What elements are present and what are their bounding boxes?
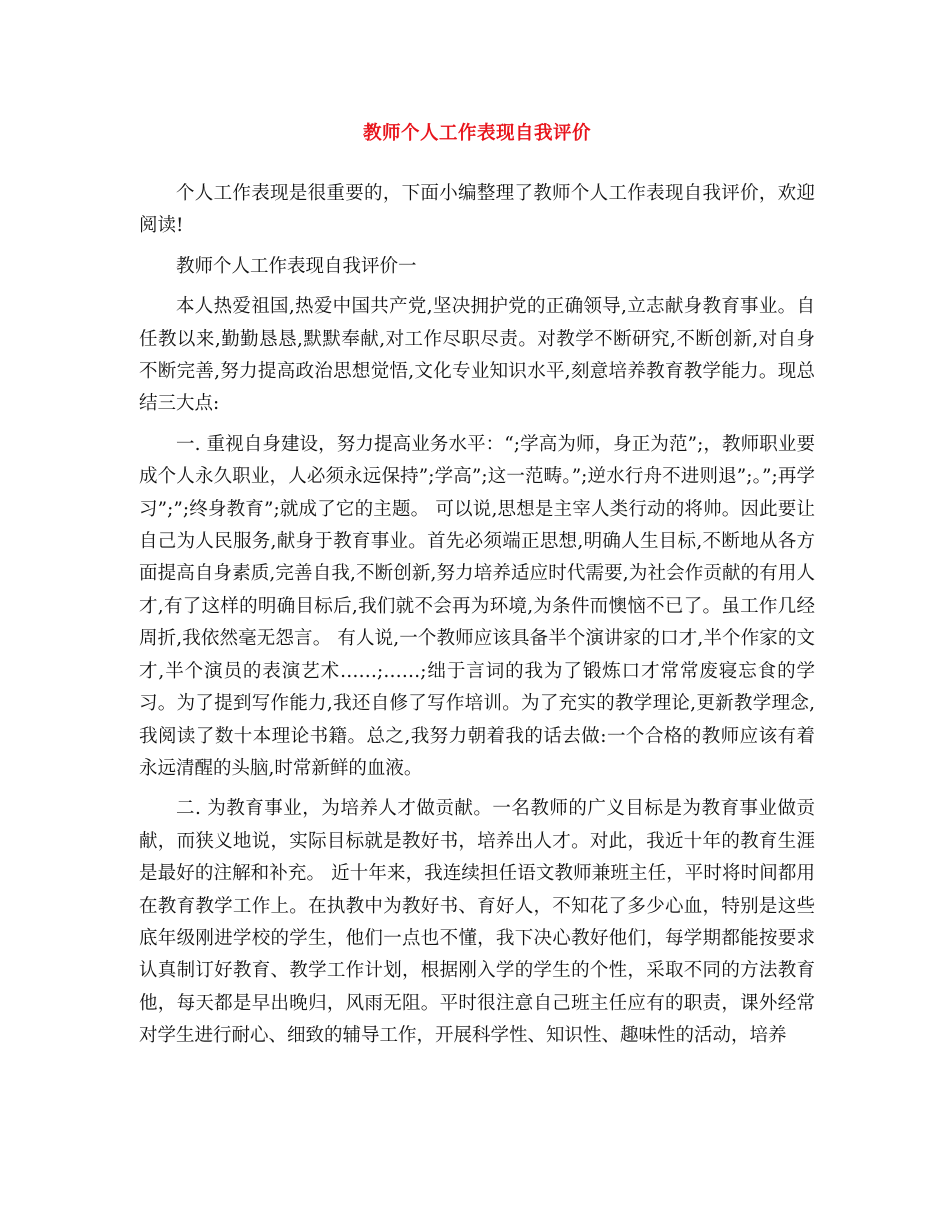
document-title: 教师个人工作表现自我评价 [362,123,591,144]
section-heading: 教师个人工作表现自我评价一 [176,255,417,277]
intro-paragraph: 个人工作表现是很重要的，下面小编整理了教师个人工作表现自我评价，欢迎阅读! [139,183,815,237]
body-paragraph-1: 本人热爱祖国,热爱中国共产党,坚决拥护党的正确领导,立志献身教育事业。自任教以来,勤勤恳恳,默默奉献,对工作尽职尽责。对教学不断研究,不断创新,对自身不断完善,努力提高政治思想觉悟,文化专业知识水平,刻意培养教育教学能力。现总结三大点: [139,296,815,415]
document-page [139,118,815,1053]
body-paragraph-2: 一. 重视自身建设，努力提高业务水平：“;学高为师，身正为范”;，教师职业要成个人永久职业，人必须永远保持”;学高”;这一范畴。”;逆水行舟不进则退”;。”;再学习”;”;终身教育”;就成了它的主题。 可以说,思想是主宰人类行动的将帅。因此要让自己为人民服务,献身于教育事业。首先必须端正思想,明确人生目标,不断地从各方面提高自身素质,完善自我,不断创新,努力培养适应时代需要,为社会作贡献的有用人才,有了这样的明确目标后,我们就不会再为环境,为条件而懊恼不已了。虽工作几经周折,我依然毫无怨言。 有人说,一个教师应该具备半个演讲家的口才,半个作家的文才,半个演员的表演艺术……;……;绌于言词的我为了锻炼口才常常废寝忘食的学习。为了提到写作能力,我还自修了写作培训。为了充实的教学理论,更新教学理念,我阅读了数十本理论书籍。总之,我努力朝着我的话去做:一个合格的教师应该有着永远清醒的头脑,时常新鲜的血液。 [139,433,815,779]
body-paragraph-3: 二. 为教育事业，为培养人才做贡献。一名教师的广义目标是为教育事业做贡献，而狭义地说，实际目标就是教好书，培养出人才。对此，我近十年的教育生涯是最好的注解和补充。 近十年来，我连续担任语文教师兼班主任，平时将时间都用在教育教学工作上。在执教中为教好书、育好人，不知花了多少心血，特别是这些底年级刚进学校的学生，他们一点也不懂，我下决心教好他们，每学期都能按要求认真制订好教育、教学工作计划，根据刚入学的学生的个性，采取不同的方法教育他，每天都是早出晚归，风雨无阻。平时很注意自己班主任应有的职责，课外经常对学生进行耐心、细致的辅导工作，开展科学性、知识性、趣味性的活动，培养 [139,798,815,1047]
